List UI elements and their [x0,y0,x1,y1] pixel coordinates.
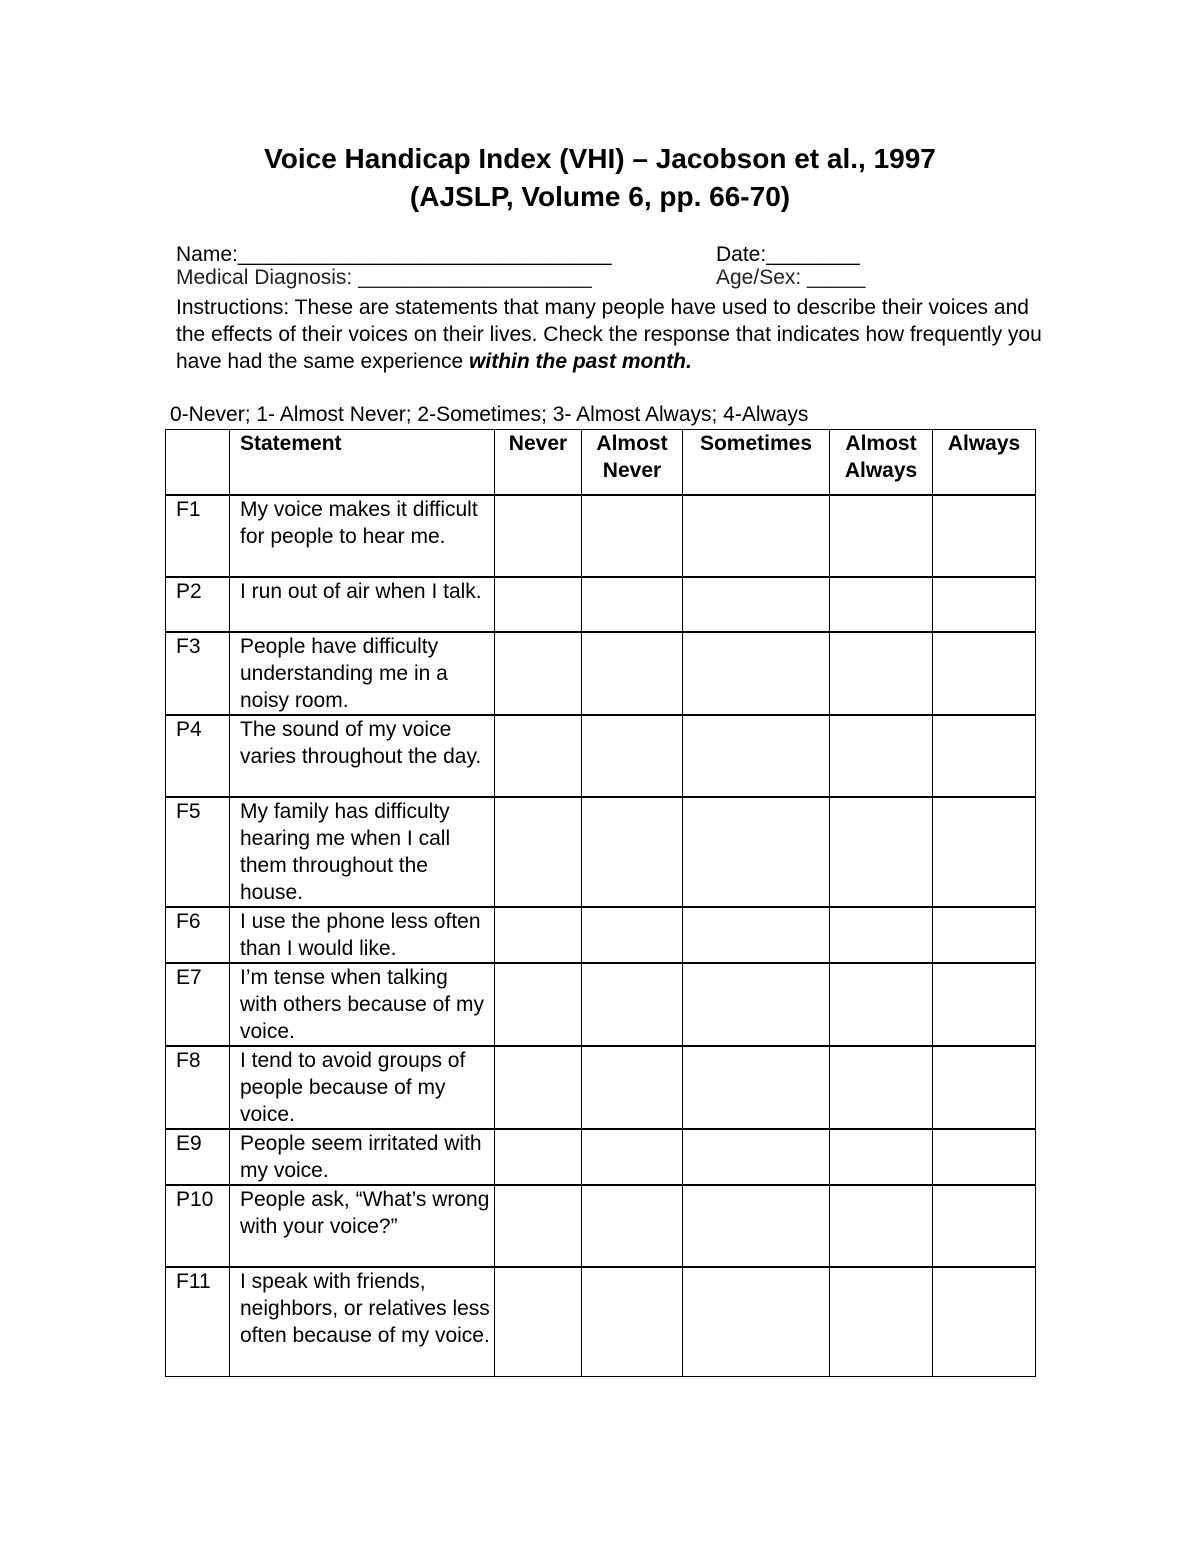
response-cell-always[interactable] [933,963,1036,1046]
table-header-row [166,430,1036,496]
response-cell-almost-always[interactable] [830,577,933,632]
response-cell-almost-never[interactable] [582,715,683,797]
response-cell-almost-always[interactable] [830,632,933,715]
header-almost-always: Almost Always [830,430,933,496]
response-cell-almost-never[interactable] [582,963,683,1046]
instructions [176,294,1046,375]
response-cell-sometimes[interactable] [683,632,830,715]
table-body [166,495,1036,1376]
header-statement: Statement [230,430,495,496]
response-cell-almost-never[interactable] [582,632,683,715]
header-code [166,430,230,496]
response-cell-almost-always[interactable] [830,797,933,907]
response-cell-never[interactable] [495,1267,582,1376]
item-code: F5 [166,797,230,907]
item-code: F3 [166,632,230,715]
response-cell-almost-never[interactable] [582,1185,683,1267]
response-cell-sometimes[interactable] [683,907,830,963]
response-cell-always[interactable] [933,1129,1036,1185]
response-cell-sometimes[interactable] [683,1129,830,1185]
table-row [166,1185,1036,1267]
item-statement: My voice makes it difficult for people to hear me. [230,495,495,577]
item-code: P2 [166,577,230,632]
medical-diagnosis-field[interactable]: Medical Diagnosis: ____________________ [176,266,592,289]
response-cell-never[interactable] [495,577,582,632]
response-cell-almost-always[interactable] [830,963,933,1046]
response-cell-almost-never[interactable] [582,1046,683,1129]
response-cell-almost-always[interactable] [830,1185,933,1267]
item-statement: People seem irritated with my voice. [230,1129,495,1185]
header-sometimes: Sometimes [683,430,830,496]
response-cell-sometimes[interactable] [683,1046,830,1129]
table-row [166,963,1036,1046]
response-cell-sometimes[interactable] [683,797,830,907]
item-code: F8 [166,1046,230,1129]
header-never: Never [495,430,582,496]
table-row [166,1267,1036,1376]
document-title: Voice Handicap Index (VHI) – Jacobson et al., 1997 [264,143,936,174]
response-cell-always[interactable] [933,907,1036,963]
response-cell-never[interactable] [495,715,582,797]
response-cell-sometimes[interactable] [683,577,830,632]
response-cell-almost-always[interactable] [830,1129,933,1185]
table-row [166,577,1036,632]
response-cell-always[interactable] [933,1185,1036,1267]
response-cell-almost-always[interactable] [830,715,933,797]
scale-legend: 0-Never; 1- Almost Never; 2-Sometimes; 3- Almost Always; 4-Always [170,403,809,426]
date-field[interactable]: Date:________ [716,243,860,266]
name-field[interactable]: Name:________________________________ [176,243,612,266]
item-code: F6 [166,907,230,963]
item-statement: The sound of my voice varies throughout the day. [230,715,495,797]
response-cell-almost-never[interactable] [582,1267,683,1376]
item-statement: My family has difficulty hearing me when I call them throughout the house. [230,797,495,907]
response-cell-almost-always[interactable] [830,495,933,577]
header-almost-never: Almost Never [582,430,683,496]
table-row [166,1129,1036,1185]
response-cell-always[interactable] [933,632,1036,715]
table-row [166,495,1036,577]
instructions-emphasis: within the past month. [469,350,692,373]
item-code: F1 [166,495,230,577]
response-cell-sometimes[interactable] [683,963,830,1046]
response-cell-always[interactable] [933,715,1036,797]
response-cell-almost-never[interactable] [582,797,683,907]
response-cell-almost-never[interactable] [582,1129,683,1185]
response-cell-always[interactable] [933,797,1036,907]
response-cell-never[interactable] [495,632,582,715]
response-cell-almost-always[interactable] [830,907,933,963]
response-cell-almost-always[interactable] [830,1046,933,1129]
item-statement: I speak with friends, neighbors, or relatives less often because of my voice. [230,1267,495,1376]
response-cell-sometimes[interactable] [683,1267,830,1376]
header-always: Always [933,430,1036,496]
header-fields-row-2 [176,265,1036,291]
response-cell-never[interactable] [495,963,582,1046]
response-cell-always[interactable] [933,577,1036,632]
table-row [166,715,1036,797]
table-row [166,632,1036,715]
item-statement: People have difficulty understanding me in a noisy room. [230,632,495,715]
response-cell-never[interactable] [495,797,582,907]
response-cell-sometimes[interactable] [683,495,830,577]
response-cell-always[interactable] [933,495,1036,577]
response-cell-never[interactable] [495,1129,582,1185]
item-statement: I run out of air when I talk. [230,577,495,632]
item-code: E7 [166,963,230,1046]
response-cell-never[interactable] [495,1046,582,1129]
response-cell-sometimes[interactable] [683,1185,830,1267]
response-cell-almost-never[interactable] [582,577,683,632]
response-cell-never[interactable] [495,1185,582,1267]
response-cell-sometimes[interactable] [683,715,830,797]
response-cell-never[interactable] [495,495,582,577]
vhi-table [165,429,1036,1377]
document-citation: (AJSLP, Volume 6, pp. 66-70) [409,181,791,212]
response-cell-always[interactable] [933,1046,1036,1129]
item-code: E9 [166,1129,230,1185]
response-cell-almost-never[interactable] [582,495,683,577]
item-statement: I use the phone less often than I would like. [230,907,495,963]
age-sex-field[interactable]: Age/Sex: _____ [716,266,866,289]
table-row [166,797,1036,907]
item-statement: I tend to avoid groups of people because of my voice. [230,1046,495,1129]
instructions-text: Instructions: These are statements that many people have used to describe their voices and the effects of their voices on their lives. Check the response that indicates how frequently you have had the same experience [176,296,1042,373]
item-statement: I’m tense when talking with others because of my voice. [230,963,495,1046]
table-row [166,907,1036,963]
response-cell-almost-always[interactable] [830,1267,933,1376]
item-code: P10 [166,1185,230,1267]
item-code: F11 [166,1267,230,1376]
item-statement: People ask, “What’s wrong with your voice?” [230,1185,495,1267]
item-code: P4 [166,715,230,797]
table-row [166,1046,1036,1129]
response-cell-never[interactable] [495,907,582,963]
response-cell-always[interactable] [933,1267,1036,1376]
response-cell-almost-never[interactable] [582,907,683,963]
